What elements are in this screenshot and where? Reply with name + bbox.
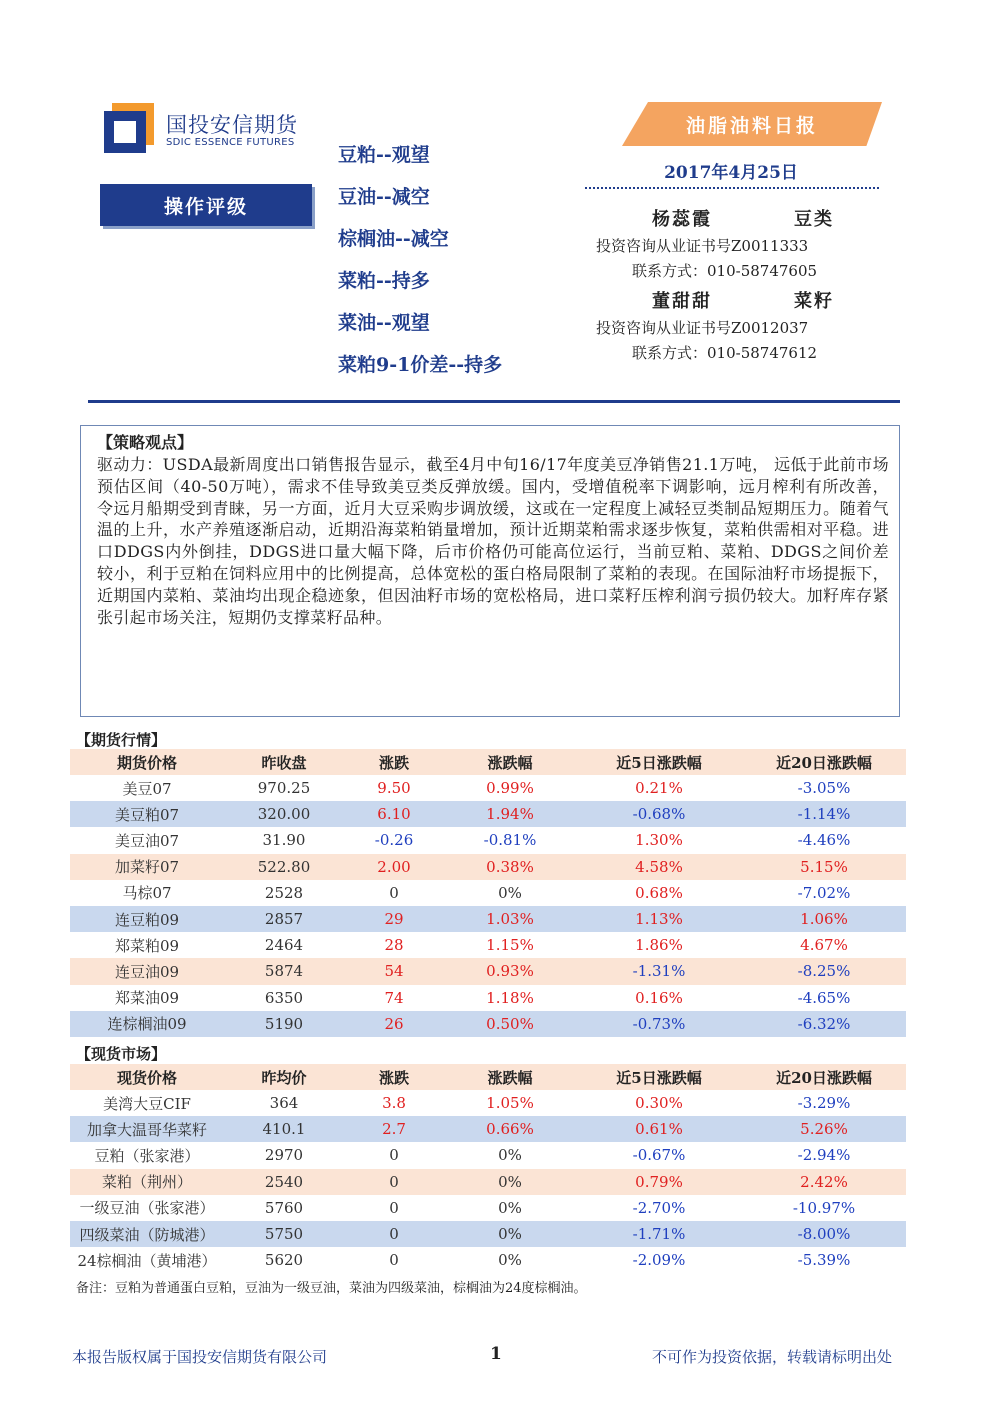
table-cell: 美豆粕07 (114, 805, 180, 824)
table-row (70, 1195, 906, 1221)
table-cell: -5.39% (797, 1251, 851, 1270)
rating-label-box (100, 184, 312, 226)
company-logo (104, 103, 324, 153)
rating-item-soymeal: 豆粕--观望 (338, 144, 430, 166)
table-cell: 1.13% (635, 910, 683, 929)
table-cell: 1.30% (635, 831, 683, 850)
table-cell: 970.25 (257, 779, 311, 798)
table-cell: 2528 (264, 883, 304, 902)
table-cell: 四级菜油（防城港） (79, 1225, 215, 1244)
table-cell: 320.00 (257, 805, 311, 824)
table-cell: 5760 (264, 1198, 304, 1217)
table-cell: 0 (389, 883, 399, 902)
table-row (70, 775, 906, 801)
table-row (70, 1090, 906, 1116)
table-cell: -10.97% (792, 1198, 856, 1217)
table-row (70, 985, 906, 1011)
table-cell: 5190 (264, 1014, 304, 1033)
table-cell: 2970 (264, 1146, 304, 1165)
page-number: 1 (490, 1344, 502, 1364)
spot-table-body (70, 1090, 906, 1273)
table-cell: 0.61% (635, 1120, 683, 1139)
table-cell: 5874 (264, 962, 304, 981)
column-header: 近5日涨跌幅 (616, 753, 702, 772)
table-cell: 0% (498, 1251, 522, 1270)
table-cell: 0% (498, 1225, 522, 1244)
analyst-2-contact: 联系方式：010-58747612 (632, 344, 818, 362)
table-cell: 2.42% (800, 1172, 848, 1191)
table-cell: -6.32% (797, 1014, 851, 1033)
table-cell: 菜粕（荆州） (101, 1173, 192, 1192)
table-cell: 5620 (264, 1251, 304, 1270)
column-header: 涨跌 (378, 753, 409, 772)
table-cell: 54 (384, 962, 404, 981)
table-cell: 364 (269, 1094, 299, 1113)
table-cell: 24棕榈油（黄埔港） (77, 1251, 217, 1270)
table-cell: 美豆油07 (114, 831, 180, 850)
table-cell: 豆粕（张家港） (94, 1146, 200, 1165)
table-cell: 2.7 (382, 1120, 406, 1139)
table-cell: -1.71% (632, 1225, 686, 1244)
table-header-row (70, 749, 906, 775)
table-cell: -2.09% (632, 1251, 686, 1270)
table-cell: 0% (498, 883, 522, 902)
analyst-2-name: 董甜甜 (652, 291, 712, 312)
column-header: 近20日涨跌幅 (776, 1068, 872, 1087)
table-cell: -0.26 (374, 831, 414, 850)
analyst-1-name: 杨蕊霞 (652, 209, 712, 230)
dotted-divider (585, 187, 879, 189)
table-cell: 加拿大温哥华菜籽 (86, 1120, 207, 1139)
column-header: 期货价格 (116, 753, 177, 772)
table-cell: 0.50% (486, 1014, 534, 1033)
table-cell: 0 (389, 1225, 399, 1244)
table-cell: -0.67% (632, 1146, 686, 1165)
table-cell: 2.00 (377, 857, 411, 876)
table-cell: 0.79% (635, 1172, 683, 1191)
table-cell: 0.93% (486, 962, 534, 981)
strategy-title: 【策略观点】 (97, 433, 194, 452)
table-cell: 1.15% (486, 936, 534, 955)
table-cell: 1.06% (800, 910, 848, 929)
table-cell: 0.99% (486, 779, 534, 798)
strategy-box (80, 425, 900, 717)
table-cell: -7.02% (797, 883, 851, 902)
table-cell: 26 (384, 1014, 404, 1033)
analyst-1-cert: 投资咨询从业证书号Z0011333 (596, 237, 809, 255)
table-cell: 1.03% (486, 910, 534, 929)
table-cell: 0% (498, 1146, 522, 1165)
table-cell: 4.58% (635, 857, 683, 876)
table-cell: -1.14% (797, 805, 851, 824)
table-cell: 1.94% (486, 805, 534, 824)
table-cell: 29 (384, 910, 404, 929)
report-title-banner (622, 102, 882, 146)
table-cell: 一级豆油（张家港） (79, 1199, 215, 1218)
logo-text-en: SDIC ESSENCE FUTURES (166, 137, 295, 148)
table-row (70, 880, 906, 906)
table-cell: 28 (384, 936, 404, 955)
table-row (70, 958, 906, 984)
column-header: 现货价格 (116, 1068, 177, 1087)
table-row (70, 854, 906, 880)
table-cell: 连棕榈油09 (107, 1015, 187, 1034)
table-row (70, 827, 906, 853)
table-row (70, 906, 906, 932)
table-cell: 5.15% (800, 857, 848, 876)
table-row (70, 932, 906, 958)
column-header: 涨跌幅 (487, 753, 533, 772)
table-row (70, 1221, 906, 1247)
table-cell: 0 (389, 1251, 399, 1270)
analyst-2-field: 菜籽 (794, 291, 834, 312)
table-cell: 0 (389, 1146, 399, 1165)
rating-label: 操作评级 (163, 195, 248, 218)
table-cell: 郑菜粕09 (114, 936, 180, 955)
table-cell: 2540 (264, 1172, 304, 1191)
futures-section-title: 【期货行情】 (76, 731, 167, 749)
table-cell: -8.25% (797, 962, 851, 981)
table-cell: 连豆油09 (114, 962, 180, 981)
table-cell: 0% (498, 1198, 522, 1217)
table-cell: -2.70% (632, 1198, 686, 1217)
table-header-row (70, 1064, 906, 1090)
table-cell: 6350 (264, 988, 304, 1007)
column-header: 近5日涨跌幅 (616, 1068, 702, 1087)
rating-item-rapemeal: 菜粕--持多 (338, 270, 430, 292)
table-cell: 410.1 (262, 1120, 306, 1139)
table-cell: -3.05% (797, 779, 851, 798)
rating-item-soyoil: 豆油--减空 (338, 186, 430, 208)
header-divider (88, 400, 900, 403)
futures-table-body (70, 775, 906, 1037)
table-cell: -4.65% (797, 988, 851, 1007)
rating-item-rapemeal-spread: 菜粕9-1价差--持多 (338, 354, 503, 376)
table-cell: 0 (389, 1172, 399, 1191)
strategy-body: 驱动力：USDA最新周度出口销售报告显示，截至4月中旬16/17年度美豆净销售21.1万吨， 远低于此前市场预估区间（40-50万吨），需求不佳导致美豆类反弹放缓。国内，受增值税率下调影响，远月榨利有所改善，令远月船期受到青睐，另一方面，近月大豆采购步调放缓，这或在一定程度上减轻豆类制品短期压力。随着气温的上升，水产养殖逐渐启动，近期沿海菜粕销量增加，预计近期菜粕需求逐步恢复，菜粕供需相对平稳。进口DDGS内外倒挂，DDGS进口量大幅下降，后市价格仍可能高位运行，当前豆粕、菜粕、DDGS之间价差较小，利于豆粕在饲料应用中的比例提高，总体宽松的蛋白格局限制了菜粕的表现。在国际油籽市场提振下，近期国内菜粕、菜油均出现企稳迹象，但因油籽市场的宽松格局，进口菜籽压榨利润亏损仍较大。加籽库存紧张引起市场关注，短期仍支撑菜籽品种。 (97, 455, 889, 627)
table-cell: -2.94% (797, 1146, 851, 1165)
table-row (70, 1116, 906, 1142)
table-cell: 522.80 (257, 857, 311, 876)
report-title: 油脂油料日报 (685, 114, 818, 137)
table-cell: 31.90 (262, 831, 306, 850)
analyst-2-cert: 投资咨询从业证书号Z0012037 (596, 319, 809, 337)
table-cell: 9.50 (377, 779, 411, 798)
table-cell: 2464 (264, 936, 304, 955)
table-row (70, 1169, 906, 1195)
table-cell: 4.67% (800, 936, 848, 955)
table-note: 备注：豆粕为普通蛋白豆粕，豆油为一级豆油，菜油为四级菜油，棕榈油为24度棕榈油。 (76, 1281, 587, 1296)
column-header: 涨跌幅 (487, 1068, 533, 1087)
table-cell: 5.26% (800, 1120, 848, 1139)
table-cell: 0.66% (486, 1120, 534, 1139)
table-cell: -8.00% (797, 1225, 851, 1244)
table-cell: -4.46% (797, 831, 851, 850)
table-cell: 连豆粕09 (114, 910, 180, 929)
spot-section-title: 【现货市场】 (76, 1045, 167, 1063)
table-cell: 74 (384, 988, 404, 1007)
table-row (70, 801, 906, 827)
table-cell: 美豆07 (122, 779, 172, 798)
table-row (70, 1011, 906, 1037)
table-cell: 0.38% (486, 857, 534, 876)
table-cell: 0.30% (635, 1094, 683, 1113)
table-cell: 2857 (264, 910, 304, 929)
table-cell: 0.16% (635, 988, 683, 1007)
table-cell: -0.68% (632, 805, 686, 824)
table-cell: 0.21% (635, 779, 683, 798)
table-cell: 美湾大豆CIF (103, 1094, 191, 1113)
rating-item-rapeoil: 菜油--观望 (338, 312, 430, 334)
table-cell: -1.31% (632, 962, 686, 981)
table-cell: -0.81% (483, 831, 537, 850)
footer-disclaimer: 不可作为投资依据，转载请标明出处 (652, 1348, 893, 1366)
table-cell: 1.86% (635, 936, 683, 955)
table-cell: 3.8 (382, 1094, 406, 1113)
table-cell: 1.05% (486, 1094, 534, 1113)
logo-mark-icon (104, 103, 154, 153)
table-cell: 马棕07 (122, 884, 172, 903)
footer-copyright: 本报告版权属于国投安信期货有限公司 (72, 1348, 328, 1366)
analyst-1-contact: 联系方式：010-58747605 (632, 262, 818, 280)
column-header: 涨跌 (378, 1068, 409, 1087)
spot-table (70, 1064, 906, 1273)
table-cell: 1.18% (486, 988, 534, 1007)
table-cell: 6.10 (377, 805, 411, 824)
table-cell: 0% (498, 1172, 522, 1191)
table-row (70, 1142, 906, 1168)
table-row (70, 1247, 906, 1273)
rating-item-palmoil: 棕榈油--减空 (338, 228, 449, 250)
column-header: 近20日涨跌幅 (776, 753, 872, 772)
table-cell: 加菜籽07 (114, 858, 180, 877)
column-header: 昨收盘 (261, 753, 307, 772)
table-cell: -3.29% (797, 1094, 851, 1113)
table-cell: 郑菜油09 (114, 989, 180, 1008)
column-header: 昨均价 (261, 1068, 307, 1087)
table-cell: 5750 (264, 1225, 304, 1244)
report-date: 2017年4月25日 (664, 163, 798, 183)
table-cell: 0.68% (635, 883, 683, 902)
table-cell: 0 (389, 1198, 399, 1217)
logo-text-cn: 国投安信期货 (166, 113, 298, 137)
analyst-1-field: 豆类 (794, 209, 834, 230)
futures-table (70, 749, 906, 1037)
table-cell: -0.73% (632, 1014, 686, 1033)
